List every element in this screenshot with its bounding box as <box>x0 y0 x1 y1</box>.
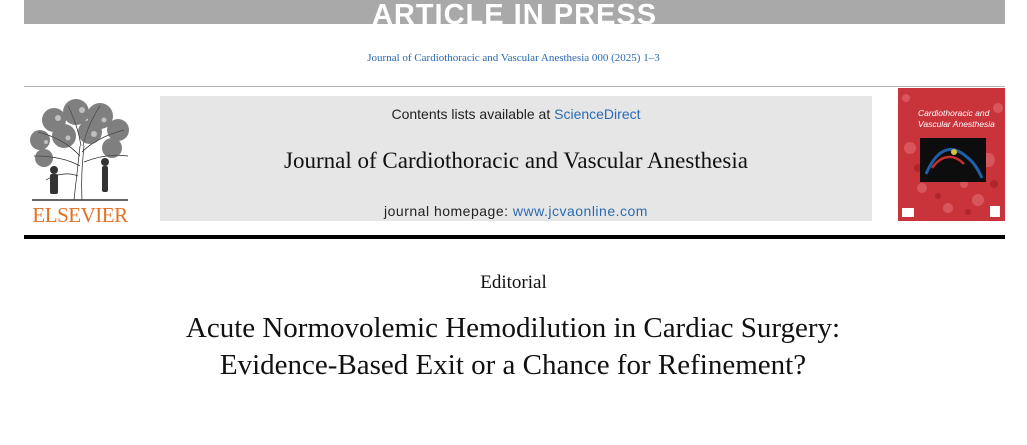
journal-name: Journal of Cardiothoracic and Vascular Anesthesia <box>284 148 748 173</box>
article-title: Acute Normovolemic Hemodilution in Cardiac Surgery: Evidence-Based Exit or a Chance for Refinement? <box>185 312 841 381</box>
journal-citation[interactable]: Journal of Cardiothoracic and Vascular Anesthesia 000 (2025) 1–3 <box>367 52 660 64</box>
sciencedirect-link[interactable]: ScienceDirect <box>554 106 641 122</box>
article-section-label: Editorial <box>480 272 547 293</box>
cover-title-line2: Vascular Anesthesia <box>918 119 995 129</box>
contents-available-line <box>160 106 872 122</box>
journal-homepage-link[interactable]: www.jcvaonline.com <box>512 203 648 219</box>
journal-homepage-line <box>160 203 872 219</box>
top-divider <box>24 86 1005 87</box>
journal-masthead <box>160 96 872 221</box>
article-in-press-banner <box>24 0 1005 24</box>
cover-title-line1: Cardiothoracic and <box>918 108 990 118</box>
journal-cover-thumbnail[interactable] <box>898 88 1005 221</box>
homepage-prefix: journal homepage: <box>384 203 513 219</box>
contents-prefix: Contents lists available at <box>391 106 555 122</box>
banner-text: ARTICLE IN PRESS <box>371 0 658 24</box>
header-divider <box>24 235 1005 239</box>
elsevier-wordmark: ELSEVIER <box>32 203 128 227</box>
